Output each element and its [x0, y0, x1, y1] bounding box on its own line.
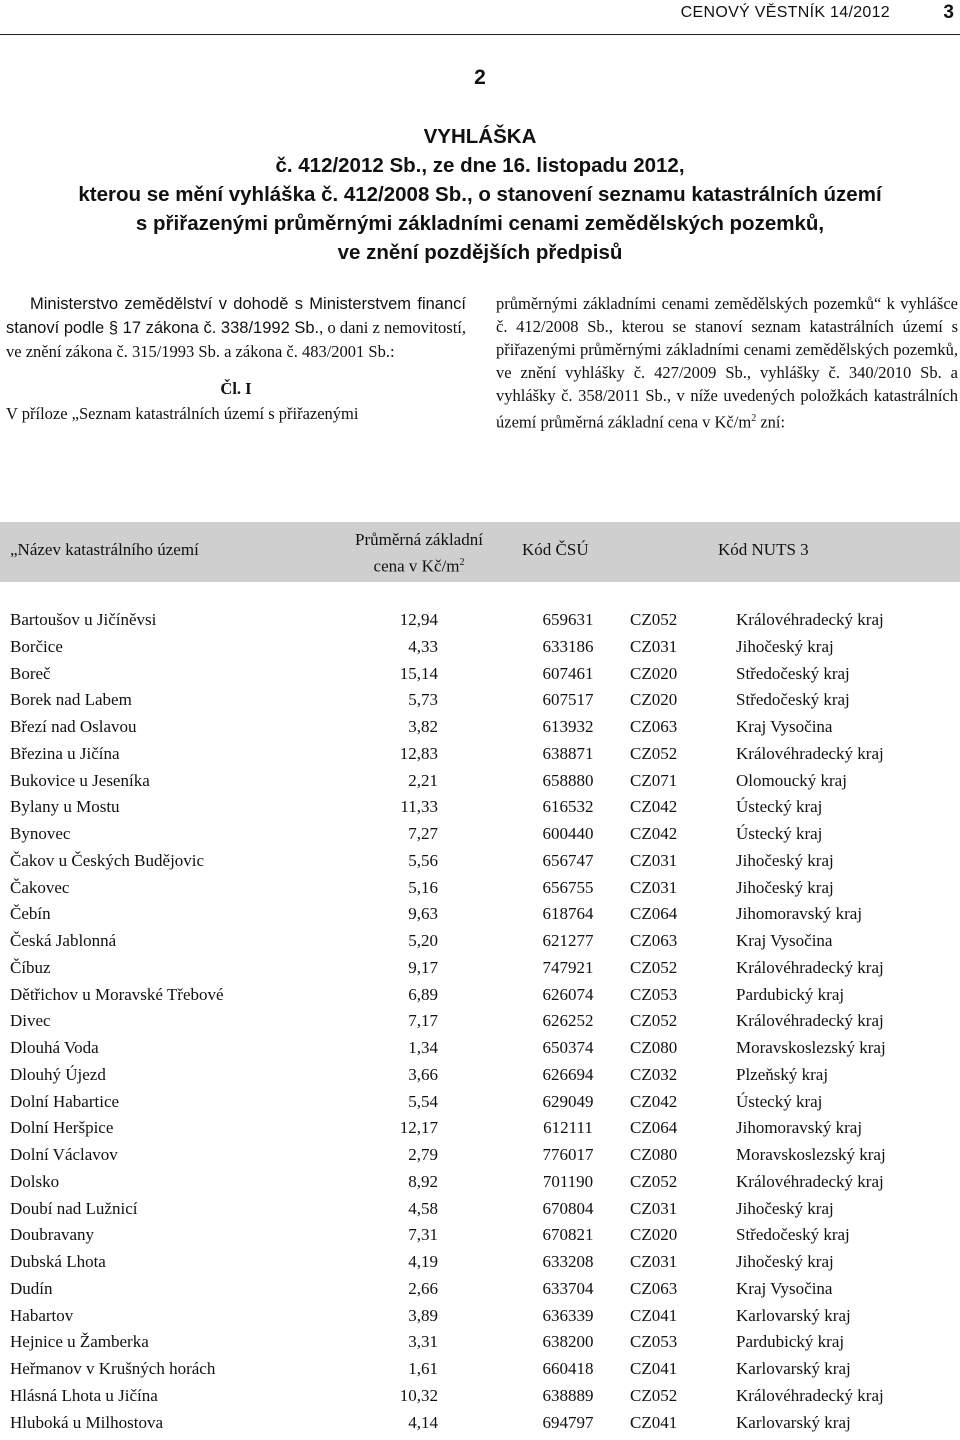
cell-kod-nuts: CZ052: [630, 1011, 678, 1031]
cell-kod-csu: 747921: [542, 957, 594, 977]
cell-price: 5,16: [408, 877, 438, 897]
cell-kod-nuts: CZ020: [630, 690, 678, 710]
table-row: [0, 1090, 960, 1117]
cell-kod-nuts: CZ041: [630, 1305, 678, 1325]
cell-name: Divec: [10, 1011, 51, 1031]
cell-price: 5,54: [408, 1091, 438, 1111]
cell-kod-csu: 633704: [542, 1278, 594, 1298]
header-kod-csu: Kód ČSÚ: [522, 540, 589, 559]
header-price: [330, 528, 508, 578]
table-row: [0, 635, 960, 662]
cell-price: 4,58: [408, 1198, 438, 1218]
intro-paragraph: [6, 292, 466, 363]
cell-price: 4,19: [408, 1252, 438, 1271]
table-row: [0, 1304, 960, 1331]
header-kod-nuts: Kód NUTS 3: [718, 540, 809, 559]
table-row: [0, 1116, 960, 1143]
cell-kod-csu: 670804: [542, 1198, 594, 1218]
cell-region: Královéhradecký kraj: [736, 743, 884, 763]
table-row: [0, 876, 960, 903]
cell-price: 8,92: [408, 1171, 438, 1191]
cell-price: 6,89: [408, 984, 438, 1004]
table-row: [0, 1330, 960, 1357]
cell-kod-nuts: CZ064: [630, 904, 678, 924]
cell-kod-nuts: CZ052: [630, 957, 678, 977]
cell-name: Dětřichov u Moravské Třebové: [10, 984, 224, 1004]
cell-kod-csu: 659631: [542, 610, 594, 629]
table-row: [0, 688, 960, 715]
cell-kod-nuts: CZ063: [630, 931, 678, 950]
journal-title: CENOVÝ VĚSTNÍK 14/2012: [680, 4, 890, 21]
table-row: [0, 742, 960, 769]
cell-kod-nuts: CZ052: [630, 1171, 678, 1191]
cell-kod-csu: 638871: [542, 743, 594, 763]
page-header: [0, 0, 960, 28]
cell-name: Česká Jablonná: [10, 931, 117, 950]
decree-title-line3: s přiřazenými průměrnými základními cenami zemědělských pozemků,: [135, 212, 825, 235]
cell-kod-csu: 633208: [542, 1252, 594, 1271]
cell-price: 11,33: [400, 797, 438, 817]
cell-region: Královéhradecký kraj: [736, 1171, 884, 1191]
cell-region: Jihočeský kraj: [736, 850, 834, 870]
table-row: [0, 822, 960, 849]
cell-price: 7,17: [408, 1011, 438, 1031]
cell-kod-csu: 670821: [542, 1225, 594, 1245]
cell-price: 4,14: [408, 1412, 438, 1432]
cell-kod-nuts: CZ031: [630, 877, 678, 897]
table-row: [0, 795, 960, 822]
cell-price: 4,33: [408, 636, 438, 656]
table-header: [0, 522, 960, 582]
table-row: [0, 1384, 960, 1411]
decree-title-line1: č. 412/2012 Sb., ze dne 16. listopadu 2012,: [275, 154, 685, 177]
cell-price: 9,63: [408, 904, 438, 924]
table-row: [0, 956, 960, 983]
cell-kod-nuts: CZ041: [630, 1359, 678, 1378]
cell-kod-csu: 600440: [542, 824, 594, 843]
cell-region: Jihočeský kraj: [736, 1252, 834, 1271]
table-row: [0, 1277, 960, 1304]
cell-price: 15,14: [399, 663, 438, 683]
cell-region: Moravskoslezský kraj: [736, 1145, 886, 1164]
cell-kod-nuts: CZ053: [630, 984, 678, 1004]
cell-price: 12,83: [399, 743, 438, 763]
cell-kod-nuts: CZ052: [630, 1385, 678, 1405]
cell-kod-nuts: CZ031: [630, 1198, 678, 1218]
decree-title-line4: ve znění pozdějších předpisů: [337, 241, 623, 264]
intro-serif-part: , o dani z nemovitostí, ve znění zákona č. 315/1993 Sb. a zákona č. 483/2001 Sb.:: [6, 318, 466, 361]
cell-price: 3,82: [408, 717, 438, 736]
table-row: [0, 849, 960, 876]
cell-region: Jihomoravský kraj: [736, 1118, 863, 1138]
cell-name: Borek nad Labem: [10, 690, 132, 710]
cell-kod-csu: 656755: [542, 877, 594, 897]
intro-sans-part: Ministerstvo zemědělství v dohodě s Ministerstvem financí stanoví podle § 17 zákona č. 338/1992 Sb.: [6, 295, 466, 337]
table-row: [0, 769, 960, 796]
cell-kod-nuts: CZ031: [630, 636, 678, 656]
cell-region: Jihočeský kraj: [736, 636, 834, 656]
cell-price: 5,20: [408, 931, 438, 950]
cell-price: 1,34: [408, 1038, 438, 1057]
header-divider: [0, 34, 960, 35]
cell-kod-csu: 658880: [542, 770, 594, 790]
cell-region: Moravskoslezský kraj: [736, 1038, 886, 1057]
cell-region: Pardubický kraj: [736, 984, 845, 1004]
cell-kod-csu: 618764: [542, 904, 594, 924]
header-price-line2: cena v Kč/m: [373, 556, 460, 576]
cell-name: Habartov: [10, 1305, 74, 1325]
cell-region: Pardubický kraj: [736, 1332, 845, 1352]
cell-kod-csu: 636339: [542, 1305, 594, 1325]
table-row: [0, 983, 960, 1010]
decree-title: [0, 122, 960, 267]
article-text-right-end: zní:: [756, 412, 786, 432]
cell-kod-csu: 626074: [542, 984, 594, 1004]
cell-price: 12,17: [399, 1118, 438, 1138]
cell-kod-csu: 621277: [542, 931, 594, 950]
cell-price: 3,89: [408, 1305, 438, 1325]
header-price-line1: Průměrná základní: [355, 530, 483, 549]
cell-price: 7,31: [408, 1225, 438, 1245]
cell-name: Dolní Habartice: [10, 1091, 120, 1111]
cell-name: Dubská Lhota: [10, 1252, 106, 1271]
cell-kod-csu: 612111: [543, 1118, 593, 1138]
cell-price: 12,94: [399, 610, 438, 629]
cell-kod-nuts: CZ052: [630, 610, 678, 629]
cell-price: 2,66: [408, 1278, 438, 1298]
cell-kod-csu: 701190: [542, 1171, 594, 1191]
cell-region: Královéhradecký kraj: [736, 1385, 884, 1405]
cell-region: Ústecký kraj: [736, 824, 823, 843]
table-row: [0, 902, 960, 929]
header-name: „Název katastrálního území: [10, 540, 199, 559]
article-text-right-main: průměrnými základními cenami zemědělských pozemků“ k vyhlášce č. 412/2008 Sb., kterou se stanoví seznam katastrálních území s přiřazenými průměrnými základními cenami zemědělských pozemků, ve znění vyhlášky č. 427/2009 Sb., vyhlášky č. 340/2010 Sb. a vyhlášky č. 358/2011 Sb., v níže uvedených položkách katastrálních území průměrná základní cena v Kč/m: [496, 294, 958, 432]
cell-kod-nuts: CZ064: [630, 1118, 678, 1138]
cell-name: Čebín: [10, 904, 51, 924]
header-price-sup: 2: [459, 557, 465, 568]
cell-kod-csu: 638889: [542, 1385, 594, 1405]
cell-kod-nuts: CZ052: [630, 743, 678, 763]
table-row: [0, 715, 960, 742]
cell-name: Bukovice u Jeseníka: [10, 770, 150, 790]
table-row: [0, 929, 960, 956]
cell-region: Středočeský kraj: [736, 690, 850, 710]
cell-region: Olomoucký kraj: [736, 770, 847, 790]
cell-name: Dolní Václavov: [10, 1145, 118, 1164]
cell-kod-nuts: CZ042: [630, 1091, 678, 1111]
cell-kod-nuts: CZ071: [630, 770, 678, 790]
cell-name: Dolní Heršpice: [10, 1118, 114, 1138]
table-row: [0, 608, 960, 635]
table-body: [0, 608, 960, 1437]
cell-kod-csu: 694797: [542, 1412, 594, 1432]
table-row: [0, 1197, 960, 1224]
cell-name: Číbuz: [10, 957, 51, 977]
cell-name: Dudín: [10, 1278, 53, 1298]
cell-kod-csu: 626694: [542, 1064, 594, 1084]
cell-price: 1,61: [408, 1359, 438, 1378]
cell-name: Hlásná Lhota u Jičína: [10, 1385, 158, 1405]
cell-kod-nuts: CZ080: [630, 1038, 678, 1057]
article-text-right: [496, 292, 958, 434]
cell-kod-csu: 626252: [542, 1011, 594, 1031]
cell-region: Karlovarský kraj: [736, 1305, 851, 1325]
table-row: [0, 1143, 960, 1170]
cell-region: Středočeský kraj: [736, 663, 850, 683]
cell-region: Kraj Vysočina: [736, 931, 833, 950]
cell-name: Čakov u Českých Budějovic: [10, 850, 205, 870]
cell-kod-csu: 616532: [542, 797, 594, 817]
table-row: [0, 1063, 960, 1090]
cell-name: Dlouhý Újezd: [10, 1064, 106, 1084]
cell-region: Ústecký kraj: [736, 797, 823, 817]
cell-price: 3,31: [408, 1332, 438, 1352]
cell-kod-nuts: CZ063: [630, 717, 678, 736]
cell-kod-nuts: CZ053: [630, 1332, 678, 1352]
cell-region: Karlovarský kraj: [736, 1359, 851, 1378]
cell-kod-csu: 776017: [542, 1145, 594, 1164]
cell-name: Bynovec: [10, 824, 71, 843]
cell-kod-nuts: CZ032: [630, 1064, 678, 1084]
cell-region: Jihočeský kraj: [736, 877, 834, 897]
cell-region: Jihočeský kraj: [736, 1198, 834, 1218]
cell-region: Karlovarský kraj: [736, 1412, 851, 1432]
cell-region: Kraj Vysočina: [736, 717, 833, 736]
cell-kod-csu: 629049: [542, 1091, 594, 1111]
cell-name: Borčice: [10, 636, 63, 656]
intro-right-column: [496, 292, 958, 434]
cell-kod-csu: 638200: [542, 1332, 594, 1352]
cell-kod-nuts: CZ031: [630, 850, 678, 870]
table-row: [0, 662, 960, 689]
cell-name: Doubravany: [10, 1225, 95, 1245]
cell-price: 2,79: [408, 1145, 438, 1164]
cell-name: Březí nad Oslavou: [10, 717, 137, 736]
cell-price: 2,21: [408, 770, 438, 790]
decree-number: 2: [474, 66, 486, 89]
cell-kod-nuts: CZ041: [630, 1412, 678, 1432]
table-row: [0, 1036, 960, 1063]
superscript-2: 2: [751, 413, 757, 424]
cell-name: Hejnice u Žamberka: [10, 1332, 149, 1352]
cell-name: Boreč: [10, 663, 51, 683]
cell-name: Dolsko: [10, 1171, 60, 1191]
cell-price: 3,66: [408, 1064, 438, 1084]
cell-name: Bartoušov u Jičíněvsi: [10, 610, 157, 629]
table-row: [0, 1250, 960, 1277]
decree-type: VYHLÁŠKA: [423, 125, 537, 148]
cell-price: 10,32: [399, 1385, 438, 1405]
cell-kod-csu: 613932: [542, 717, 594, 736]
table-row: [0, 1170, 960, 1197]
cell-name: Čakovec: [10, 877, 70, 897]
cell-name: Dlouhá Voda: [10, 1038, 99, 1057]
cell-region: Královéhradecký kraj: [736, 957, 884, 977]
cell-region: Ústecký kraj: [736, 1091, 823, 1111]
cell-price: 5,73: [408, 690, 438, 710]
cell-region: Plzeňský kraj: [736, 1064, 829, 1084]
cell-kod-nuts: CZ020: [630, 663, 678, 683]
cell-kod-csu: 656747: [542, 850, 594, 870]
cell-name: Hluboká u Milhostova: [10, 1412, 163, 1432]
cell-price: 5,56: [408, 850, 438, 870]
table-row: [0, 1411, 960, 1438]
table-row: [0, 1357, 960, 1384]
cell-price: 9,17: [408, 957, 438, 977]
cell-region: Středočeský kraj: [736, 1225, 850, 1245]
cell-kod-nuts: CZ063: [630, 1278, 678, 1298]
intro-left-column: [6, 292, 466, 425]
cell-kod-nuts: CZ042: [630, 824, 678, 843]
cell-region: Jihomoravský kraj: [736, 904, 863, 924]
cell-kod-nuts: CZ042: [630, 797, 678, 817]
cell-name: Heřmanov v Krušných horách: [10, 1359, 216, 1378]
table-row: [0, 1223, 960, 1250]
page-number: 3: [943, 2, 954, 23]
cell-region: Královéhradecký kraj: [736, 610, 884, 629]
table-row: [0, 1009, 960, 1036]
cell-kod-csu: 607517: [542, 690, 594, 710]
cell-region: Kraj Vysočina: [736, 1278, 833, 1298]
cell-price: 7,27: [408, 824, 438, 843]
cell-name: Bylany u Mostu: [10, 797, 120, 817]
decree-title-line2: kterou se mění vyhláška č. 412/2008 Sb., o stanovení seznamu katastrálních území: [78, 183, 882, 206]
cell-kod-csu: 607461: [542, 663, 594, 683]
cell-name: Březina u Jičína: [10, 743, 120, 763]
cell-kod-csu: 650374: [542, 1038, 594, 1057]
cell-kod-nuts: CZ031: [630, 1252, 678, 1271]
article-heading: Čl. I: [220, 379, 252, 398]
article-text-left: V příloze „Seznam katastrálních území s přiřazenými: [6, 404, 359, 423]
cell-kod-nuts: CZ080: [630, 1145, 678, 1164]
cell-kod-csu: 660418: [542, 1359, 594, 1378]
cell-kod-csu: 633186: [542, 636, 594, 656]
cell-name: Doubí nad Lužnicí: [10, 1198, 138, 1218]
cell-kod-nuts: CZ020: [630, 1225, 678, 1245]
cell-region: Královéhradecký kraj: [736, 1011, 884, 1031]
